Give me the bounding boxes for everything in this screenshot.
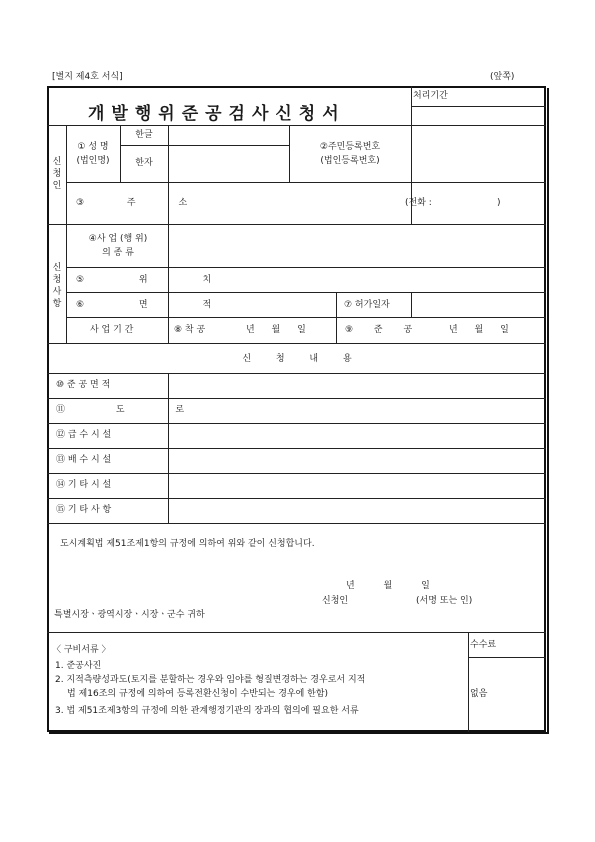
road-label: ⑪ 도 로 bbox=[56, 405, 185, 415]
application-group-label: 신청사항 bbox=[52, 263, 62, 309]
resident-number-label: ②주민등록번호 bbox=[319, 142, 381, 152]
declaration-date: 년 월 일 bbox=[346, 581, 430, 591]
other-facilities-label: ⑭ 기 타 시 설 bbox=[56, 480, 112, 490]
name-label: ① 성 명 bbox=[77, 142, 109, 152]
area-label: ⑥ 면 적 bbox=[76, 300, 212, 310]
addressee: 특별시장ㆍ광역시장ㆍ시장ㆍ군수 귀하 bbox=[54, 610, 205, 620]
form-shadow-right bbox=[547, 88, 549, 734]
processing-period-label: 처리기간 bbox=[413, 91, 448, 101]
start-date: 년 월 일 bbox=[246, 325, 306, 335]
form-title: 개발행위준공검사신청서 bbox=[88, 104, 346, 124]
fee-value: 없음 bbox=[470, 689, 488, 699]
completion-date: 년 월 일 bbox=[449, 325, 509, 335]
hangul-label: 한글 bbox=[135, 130, 153, 140]
business-type-label: ④사 업 (행 위) bbox=[88, 234, 148, 244]
business-period-label: 사 업 기 간 bbox=[90, 325, 134, 335]
completed-area-label: ⑩ 준 공 면 적 bbox=[56, 380, 111, 390]
water-supply-label: ⑫ 급 수 시 설 bbox=[56, 430, 112, 440]
drainage-label: ⑬ 배 수 시 설 bbox=[56, 455, 112, 465]
signature-label: (서명 또는 인) bbox=[416, 596, 473, 606]
form-number: [별지 제4호 서식] bbox=[52, 72, 123, 82]
fee-label: 수수료 bbox=[470, 640, 497, 650]
page-side-label: (앞쪽) bbox=[490, 72, 515, 82]
hanja-label: 한자 bbox=[135, 158, 153, 168]
document-item-2: 2. 지적측량성과도(토지를 분할하는 경우와 임야를 형질변경하는 경우로서 지적 bbox=[55, 675, 366, 685]
corporate-number-label: (법인등록번호) bbox=[320, 156, 380, 166]
documents-heading: 〈 구비서류 〉 bbox=[52, 645, 111, 655]
document-item-2-cont: 법 제16조의 규정에 의하여 등록전환신청이 수반되는 경우에 한함) bbox=[67, 689, 329, 699]
document-item-1: 1. 준공사진 bbox=[55, 661, 102, 671]
declaration-text: 도시계획법 제51조제1항의 규정에 의하여 위와 같이 신청합니다. bbox=[60, 539, 315, 549]
phone-label: (전화 : bbox=[405, 198, 432, 208]
permit-date-label: ⑦ 허가일자 bbox=[344, 300, 390, 310]
applicant-label: 신청인 bbox=[322, 596, 349, 606]
completion-label: ⑨ 준 공 bbox=[345, 325, 413, 335]
form-shadow-bottom bbox=[49, 732, 549, 734]
start-label: ⑧ 착 공 bbox=[174, 325, 206, 335]
document-item-3: 3. 법 제51조제3항의 규정에 의한 관계행정기관의 장과의 협의에 필요한 서류 bbox=[55, 706, 359, 716]
other-matters-label: ⑮ 기 타 사 항 bbox=[56, 505, 112, 515]
corporate-name-label: (법인명) bbox=[76, 156, 110, 166]
business-type-label-2: 의 종 류 bbox=[102, 248, 134, 258]
applicant-group-label: 신청인 bbox=[52, 157, 62, 191]
location-label: ⑤ 위 치 bbox=[76, 275, 212, 285]
address-label: ③ 주 소 bbox=[76, 198, 188, 208]
contents-heading: 신 청 내 용 bbox=[242, 354, 352, 364]
phone-close: ) bbox=[497, 198, 501, 208]
